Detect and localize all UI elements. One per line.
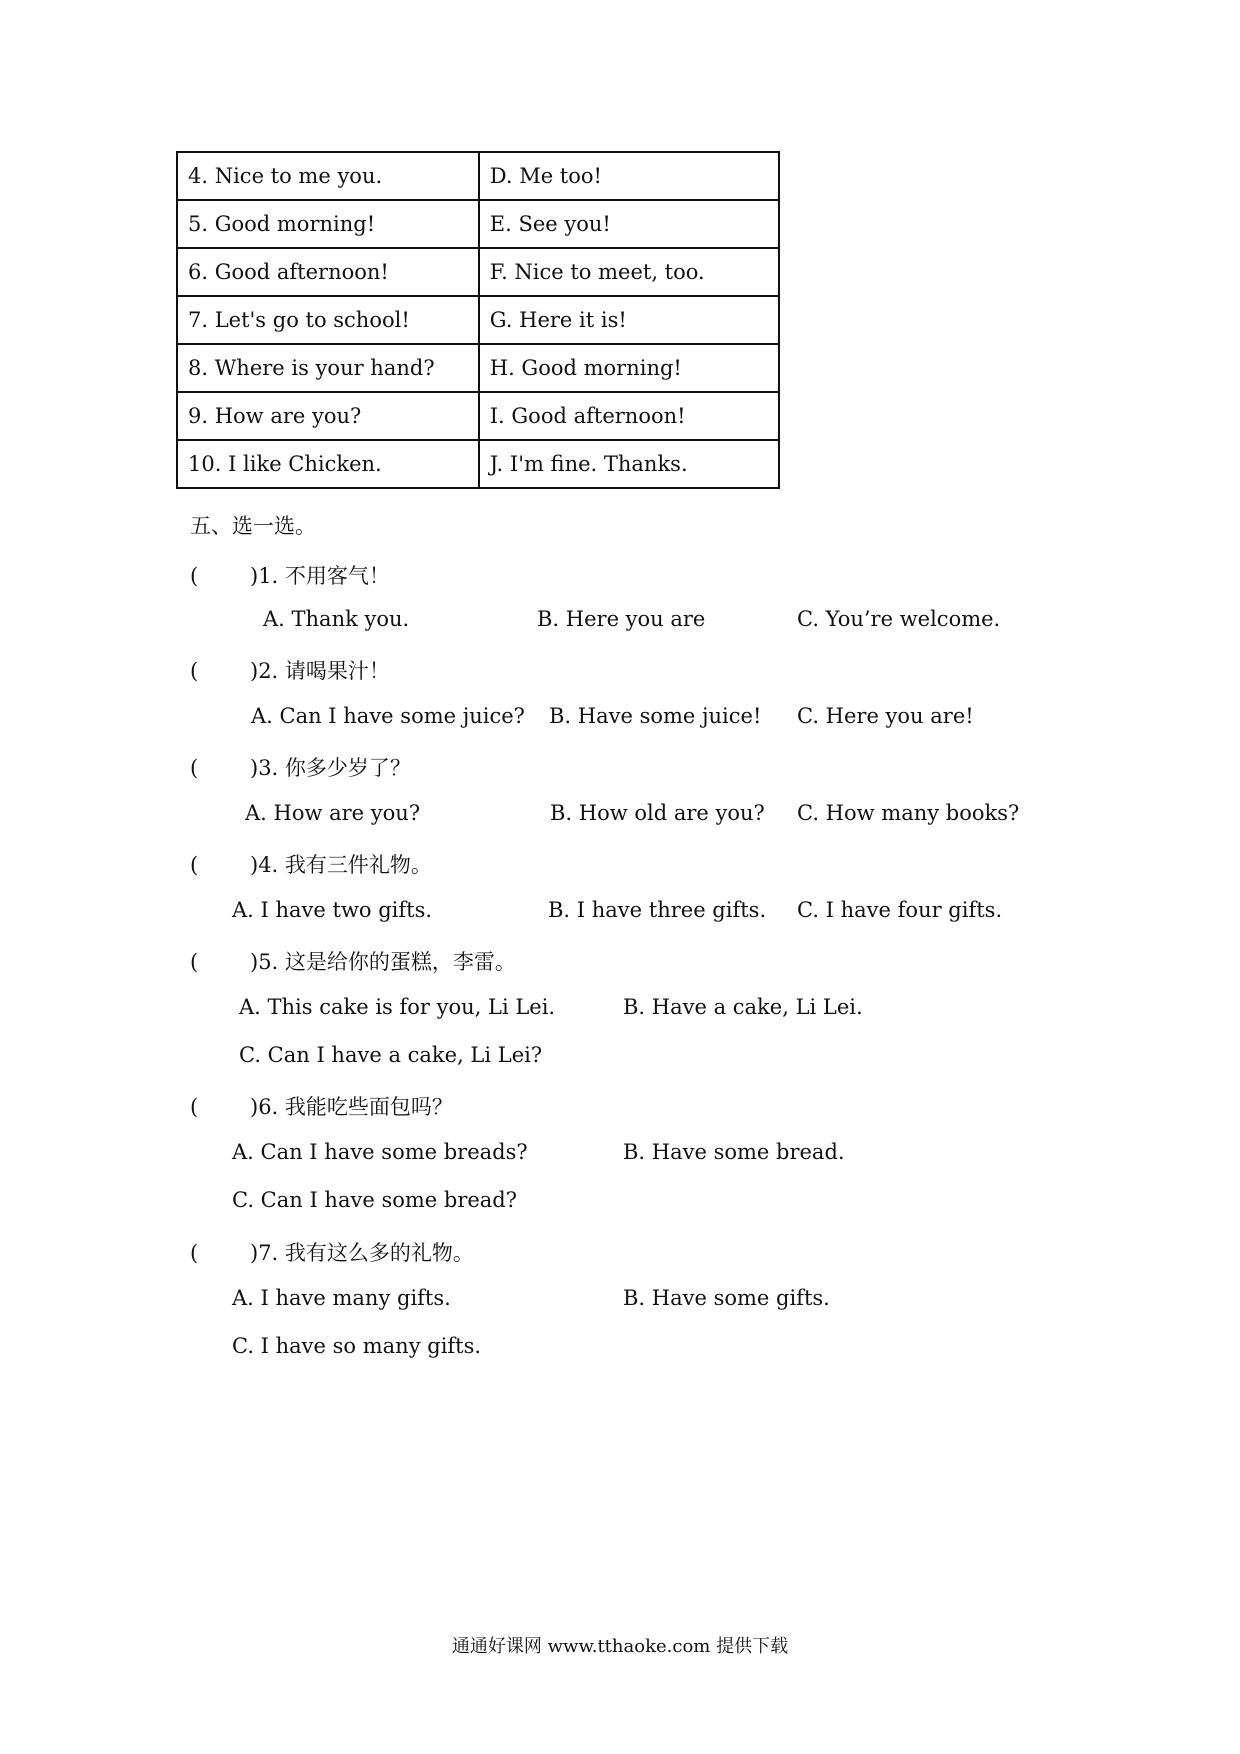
question-1 [190,560,390,590]
question-3 [190,752,411,782]
option-b: B. How old are you? [550,801,765,825]
answer-blank[interactable]: ( [190,756,199,780]
match-answer: J. I'm fine. Thanks. [479,440,779,488]
answer-blank[interactable]: ( [190,853,199,877]
table-row [177,344,779,392]
question-5 [190,946,516,976]
option-a: A. This cake is for you, Li Lei. [239,995,556,1019]
option-c: C. Can I have a cake, Li Lei? [239,1043,543,1067]
question-label: )2. 请喝果汁！ [250,659,390,683]
option-a: A. Can I have some breads? [232,1140,528,1164]
question-2 [190,655,390,685]
answer-blank[interactable]: ( [190,564,199,588]
option-c: C. You’re welcome. [797,607,1001,631]
match-answer: F. Nice to meet, too. [479,248,779,296]
question-label: )4. 我有三件礼物。 [250,853,432,877]
answer-blank[interactable]: ( [190,950,199,974]
match-answer: H. Good morning! [479,344,779,392]
question-label: )3. 你多少岁了？ [250,756,411,780]
table-row [177,152,779,200]
matching-table [176,151,780,489]
option-c: C. I have four gifts. [797,898,1003,922]
option-b: B. Have some juice! [549,704,762,728]
option-c: C. Here you are! [797,704,974,728]
option-c: C. Can I have some bread? [232,1188,518,1212]
question-label: )1. 不用客气！ [250,564,390,588]
option-b: B. Have some bread. [623,1140,845,1164]
option-a: A. Thank you. [263,607,410,631]
answer-blank[interactable]: ( [190,659,199,683]
question-7 [190,1237,474,1267]
match-question: 8. Where is your hand? [177,344,479,392]
option-b: B. Have some gifts. [623,1286,830,1310]
option-a: A. Can I have some juice? [251,704,525,728]
option-c: C. How many books? [797,801,1020,825]
option-b: B. Here you are [537,607,706,631]
question-label: )5. 这是给你的蛋糕，李雷。 [250,950,516,974]
answer-blank[interactable]: ( [190,1241,199,1265]
option-a: A. I have many gifts. [232,1286,451,1310]
footer-text: 通通好课网 www.tthaoke.com 提供下载 [451,1636,789,1657]
match-question: 4. Nice to me you. [177,152,479,200]
option-c: C. I have so many gifts. [232,1334,482,1358]
question-label: )6. 我能吃些面包吗？ [250,1095,453,1119]
table-row [177,392,779,440]
match-answer: G. Here it is! [479,296,779,344]
match-answer: I. Good afternoon! [479,392,779,440]
section-title: 五、选一选。 [190,514,316,538]
table-row [177,248,779,296]
option-b: B. Have a cake, Li Lei. [623,995,863,1019]
match-question: 6. Good afternoon! [177,248,479,296]
match-answer: E. See you! [479,200,779,248]
table-row [177,200,779,248]
match-question: 7. Let's go to school! [177,296,479,344]
option-b: B. I have three gifts. [548,898,767,922]
table-row [177,440,779,488]
question-4 [190,849,432,879]
table-row [177,296,779,344]
answer-blank[interactable]: ( [190,1095,199,1119]
question-6 [190,1091,453,1121]
match-question: 10. I like Chicken. [177,440,479,488]
option-a: A. How are you? [245,801,421,825]
match-question: 9. How are you? [177,392,479,440]
match-answer: D. Me too! [479,152,779,200]
option-a: A. I have two gifts. [232,898,433,922]
question-label: )7. 我有这么多的礼物。 [250,1241,474,1265]
match-question: 5. Good morning! [177,200,479,248]
